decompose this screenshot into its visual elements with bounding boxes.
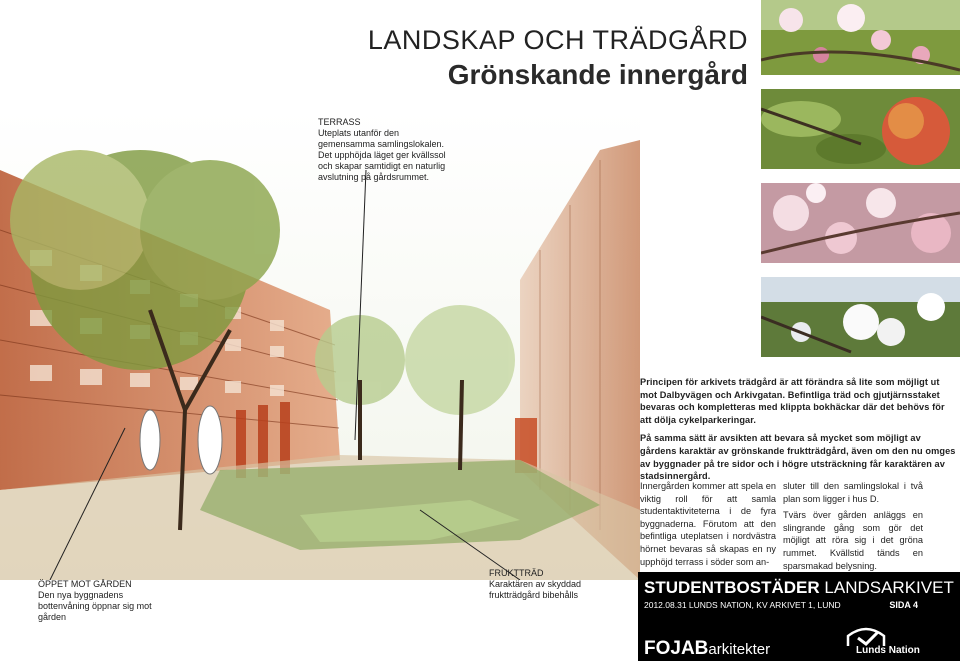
apple-photo xyxy=(761,89,960,169)
page-number: SIDA 4 xyxy=(889,600,918,610)
label-terrass-text: Uteplats utanför den gemensamma samlingslokalen. Det upphöjda läget ger kvällssol och skapar samtidigt en naturlig avslutning på gårdsrummet. xyxy=(318,128,446,182)
footer-title xyxy=(644,578,954,598)
cherry-blossom-photo xyxy=(761,183,960,263)
label-oppet-heading: ÖPPET MOT GÅRDEN xyxy=(38,579,132,589)
fojab-logo-bold: FOJAB xyxy=(644,638,709,659)
fojab-logo-rest: arkitekter xyxy=(708,641,771,658)
page-subtitle: Grönskande innergård xyxy=(447,59,748,90)
label-frukttrad-heading: FRUKTTRÄD xyxy=(489,568,544,578)
label-frukttrad-text: Karaktären av skyddad fruktträdgård bibehålls xyxy=(489,579,582,600)
label-frukttrad xyxy=(489,568,604,601)
body-column-2-text-a: sluter till den samlingslokal i två plan som ligger i hus D. xyxy=(783,481,923,504)
footer-panel xyxy=(638,572,960,661)
lunds-nation-text: Lunds Nation xyxy=(856,645,920,656)
body-bold-text xyxy=(640,376,956,489)
body-paragraph-2: På samma sätt är avsikten att bevara så mycket som möjligt av gårdens karaktär av grönskande fruktträdgård, även om den nu omges av byggnader på tre sidor och i högre utsträckning får karaktären av stadsinnergård. xyxy=(640,433,956,482)
apple-blossom-photo xyxy=(761,0,960,75)
label-oppet xyxy=(38,579,168,623)
body-column-1 xyxy=(640,480,776,572)
label-oppet-text: Den nya byggnadens bottenvåning öppnar sig mot gården xyxy=(38,590,152,622)
label-terrass xyxy=(318,117,446,183)
label-terrass-heading: TERRASS xyxy=(318,117,361,127)
fojab-logo xyxy=(644,638,770,660)
body-column-2 xyxy=(783,480,923,576)
footer-info: 2012.08.31 LUNDS NATION, KV ARKIVET 1, LUND xyxy=(644,600,841,610)
body-paragraph-1: Principen för arkivets trädgård är att förändra så lite som möjligt ut mot Dalbyvägen och Arkivgatan. Befintliga träd och gjutjärnsstaket bevaras och kompletteras med klippta bokhäckar där det behövs för att dölja cykelparkeringar. xyxy=(640,377,945,425)
body-column-1-text: Innergården kommer att spela en viktig roll för att samla studentaktiviteterna i de fyra byggnaderna. Förutom att den befintliga uteplatsen i nordvästra hörnet bevaras så skapas en ny upphöjd terrass i söder som an- xyxy=(640,481,776,567)
footer-title-rest: LANDSARKIVET xyxy=(824,578,954,597)
page-title: LANDSKAP OCH TRÄDGÅRD xyxy=(367,25,748,55)
footer-title-bold: STUDENTBOSTÄDER xyxy=(644,578,820,597)
body-column-2-text-b: Tvärs över gården anläggs en slingrande gång som gör det möjligt att röra sig i det gröna rummet. Kvällstid tänds en sparsmakad belysning. xyxy=(783,510,923,571)
white-blossom-photo xyxy=(761,277,960,357)
